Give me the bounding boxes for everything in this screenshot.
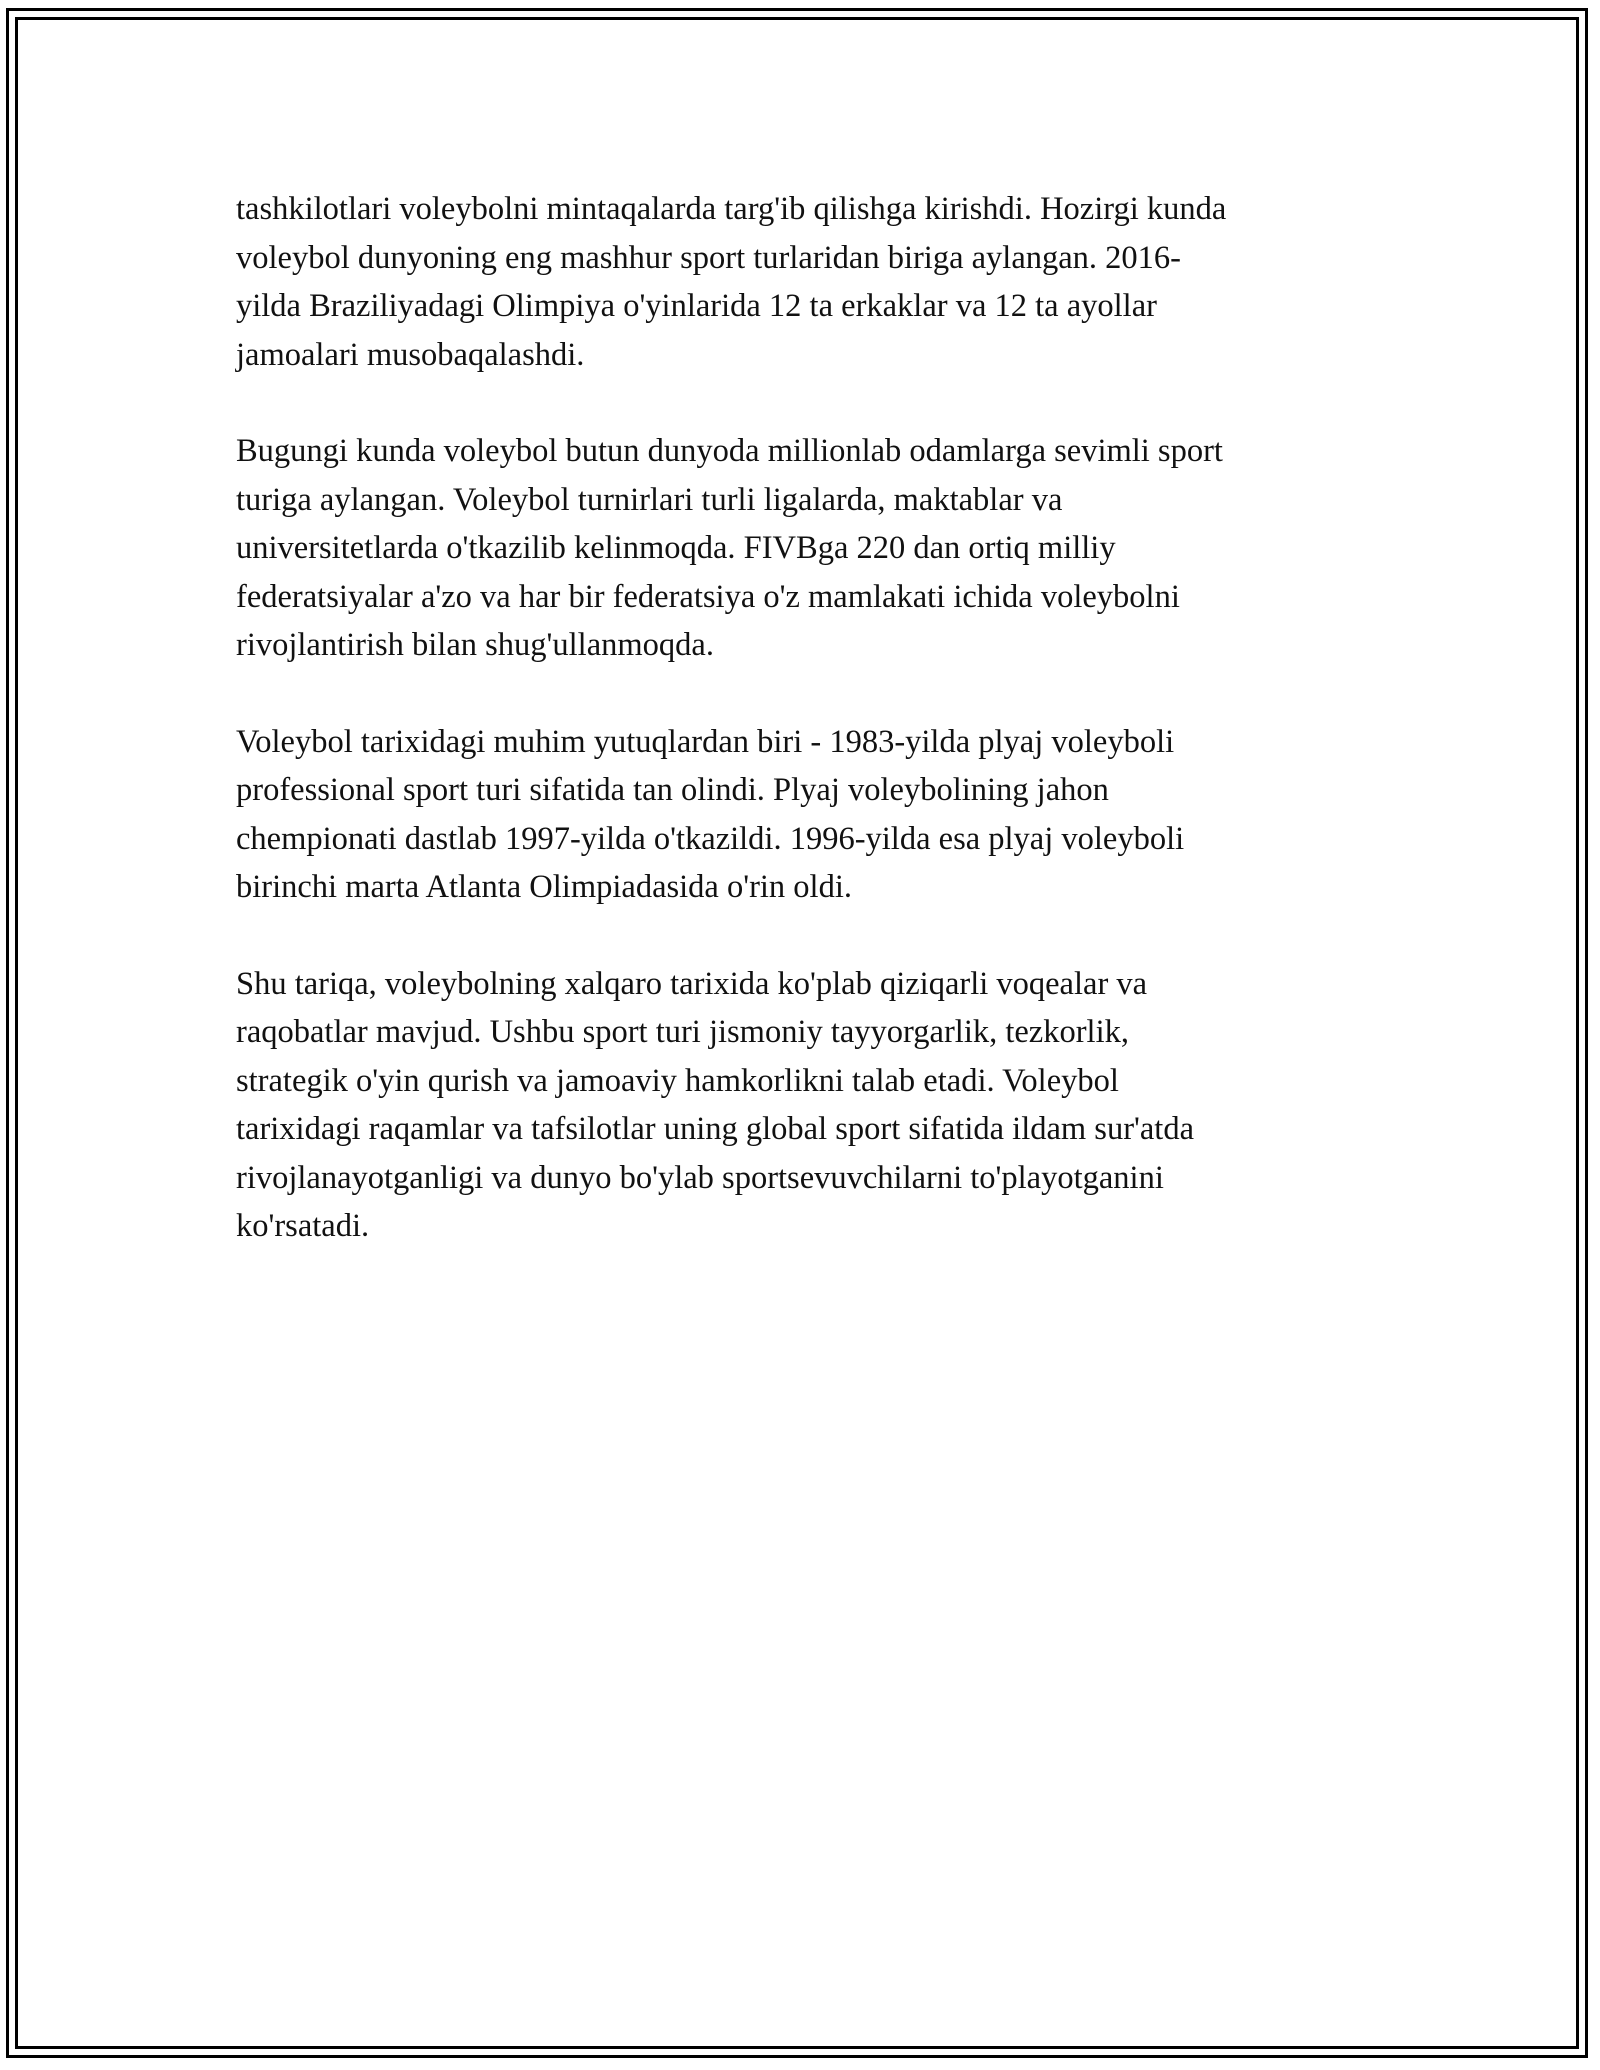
paragraph-4: Shu tariqa, voleybolning xalqaro tarixida ko'plab qiziqarli voqealar va raqobatlar mavjud. Ushbu sport turi jismoniy tayyorgarlik, tezkorlik, strategik o'yin qurish va jamoaviy hamkorlikni talab etadi. Voleybol tarixidagi raqamlar va tafsilotlar uning global sport sifatida ildam sur'atda rivojlanayotganligi va dunyo bo'ylab sportsevuvchilarni to'playotganini ko'rsatadi. xyxy=(236,965,1195,1244)
document-body xyxy=(236,185,1366,1299)
paragraph-2: Bugungi kunda voleybol butun dunyoda millionlab odamlarga sevimli sport turiga aylangan. Voleybol turnirlari turli ligalarda, maktablar va universitetlarda o'tkazilib kelinmoqda. FIVBga 220 dan ortiq milliy federatsiyalar a'zo va har bir federatsiya o'z mamlakati ichida voleybolni rivojlantirish bilan shug'ullanmoqda. xyxy=(236,433,1223,663)
paragraph-3: Voleybol tarixidagi muhim yutuqlardan biri - 1983-yilda plyaj voleyboli professional sport turi sifatida tan olindi. Plyaj voleybolining jahon chempionati dastlab 1997-yilda o'tkazildi. 1996-yilda esa plyaj voleyboli birinchi marta Atlanta Olimpiadasida o'rin oldi. xyxy=(236,723,1185,905)
paragraph-1: tashkilotlari voleybolni mintaqalarda targ'ib qilishga kirishdi. Hozirgi kunda voleybol dunyoning eng mashhur sport turlaridan biriga aylangan. 2016- yilda Braziliyadagi Olimpiya o'yinlarida 12 ta erkaklar va 12 ta ayollar jamoalari musobaqalashdi. xyxy=(236,191,1227,373)
